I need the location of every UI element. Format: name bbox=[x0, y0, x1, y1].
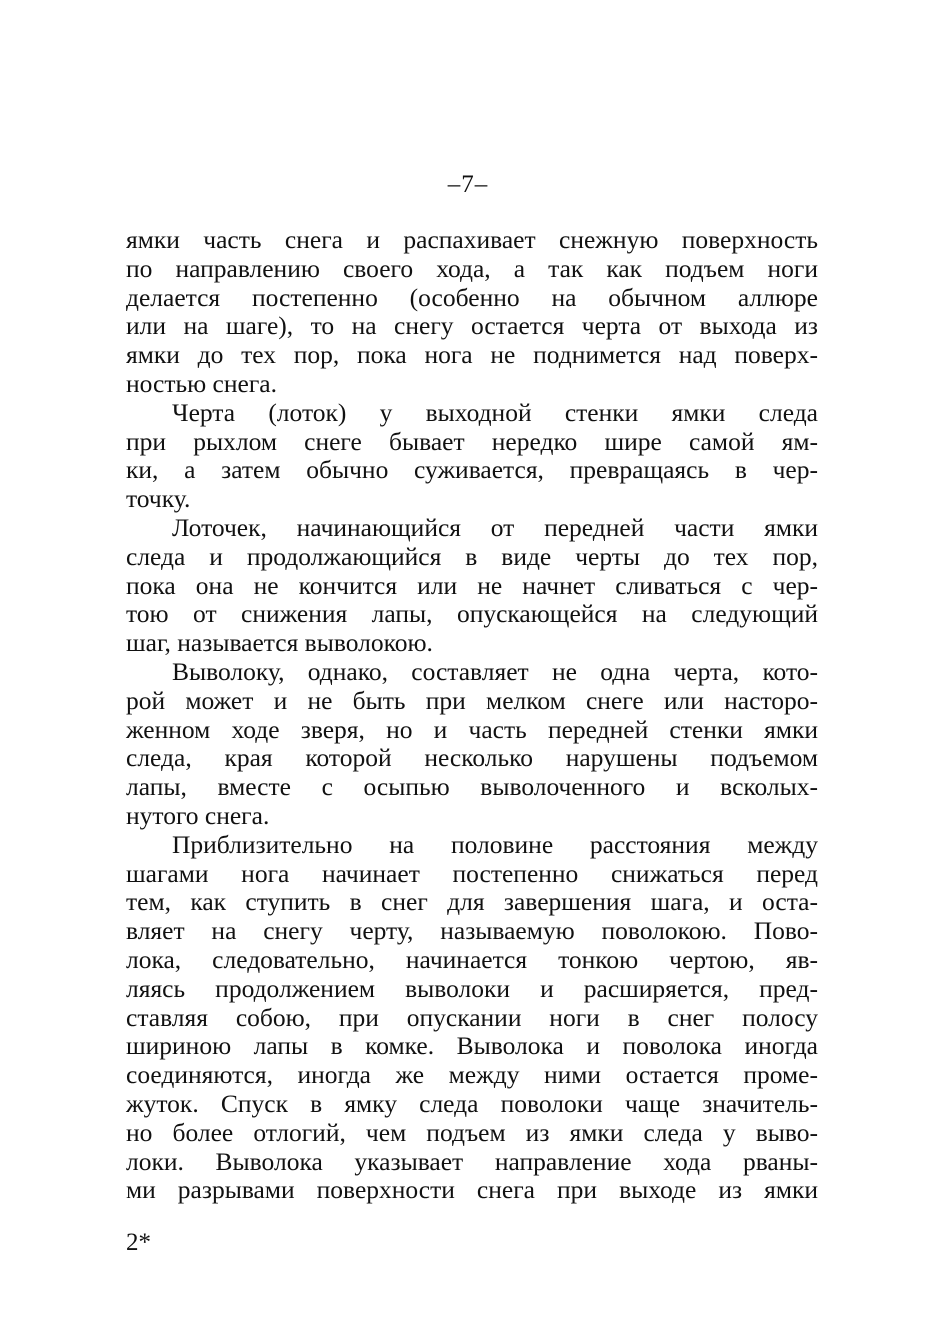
text-line: ямки до тех пор, пока нога не поднимется над поверх- bbox=[126, 340, 818, 370]
text-line: женном ходе зверя, но и часть передней стенки ямки bbox=[126, 714, 818, 744]
text-line: пока она не кончится или не начнет сливаться с чер- bbox=[126, 570, 818, 600]
text-line: шагами нога начинает постепенно снижаться перед bbox=[126, 858, 818, 888]
text-line: следа, края которой несколько нарушены подъемом bbox=[126, 743, 818, 773]
text-line: следа и продолжающийся в виде черты до тех пор, bbox=[126, 541, 818, 571]
text-line: точку. bbox=[126, 484, 191, 514]
signature-mark: 2* bbox=[126, 1229, 151, 1256]
text-line: ки, а затем обычно суживается, превращаясь в чер- bbox=[126, 455, 818, 485]
text-line: вляет на снегу черту, называемую поволокою. Пово- bbox=[126, 916, 818, 946]
text-line: соединяются, иногда же между ними остается проме- bbox=[126, 1060, 818, 1090]
text-line: Черта (лоток) у выходной стенки ямки следа bbox=[172, 397, 818, 427]
body-text bbox=[126, 226, 818, 1205]
text-line: при рыхлом снеге бывает нередко шире самой ям- bbox=[126, 426, 818, 456]
text-line: шириною лапы в комке. Выволока и поволока иногда bbox=[126, 1031, 818, 1061]
text-line: ми разрывами поверхности снега при выходе из ямки bbox=[126, 1175, 818, 1205]
text-line: ностью снега. bbox=[126, 368, 277, 398]
text-line: Приблизительно на половине расстояния между bbox=[172, 829, 818, 859]
text-line: шаг, называется выволокою. bbox=[126, 628, 433, 658]
text-line: лапы, вместе с осыпью выволоченного и всколых- bbox=[126, 772, 818, 802]
text-line: ставляя собою, при опускании ноги в снег полосу bbox=[126, 1002, 818, 1032]
text-line: Выволоку, однако, составляет не одна черта, кото- bbox=[172, 656, 818, 686]
text-line: тою от снижения лапы, опускающейся на следующий bbox=[126, 599, 818, 629]
text-line: ямки часть снега и распахивает снежную поверхность bbox=[126, 225, 818, 254]
text-line: тем, как ступить в снег для завершения шага, и оста- bbox=[126, 887, 818, 917]
text-line: ляясь продолжением выволоки и расширяется, пред- bbox=[126, 973, 818, 1003]
page-number: –7– bbox=[447, 171, 489, 198]
paragraph bbox=[126, 831, 818, 1205]
text-line: рой может и не быть при мелком снеге или насторо- bbox=[126, 685, 818, 715]
text-line: нутого снега. bbox=[126, 800, 270, 830]
text-line: или на шаге), то на снегу остается черта от выхода из bbox=[126, 311, 818, 341]
text-line: Лоточек, начинающийся от передней части ямки bbox=[172, 512, 818, 542]
paragraph bbox=[126, 514, 818, 658]
paragraph bbox=[126, 226, 818, 399]
paragraph bbox=[126, 399, 818, 514]
text-line: лока, следовательно, начинается тонкою чертою, яв- bbox=[126, 944, 818, 974]
paragraph bbox=[126, 658, 818, 831]
text-line: делается постепенно (особенно на обычном аллюре bbox=[126, 282, 818, 312]
text-line: по направлению своего хода, а так как подъем ноги bbox=[126, 253, 818, 283]
text-line: локи. Выволока указывает направление хода рваны- bbox=[126, 1146, 818, 1176]
text-line: жуток. Спуск в ямку следа поволоки чаще значитель- bbox=[126, 1088, 818, 1118]
text-line: но более отлогий, чем подъем из ямки следа у выво- bbox=[126, 1117, 818, 1147]
